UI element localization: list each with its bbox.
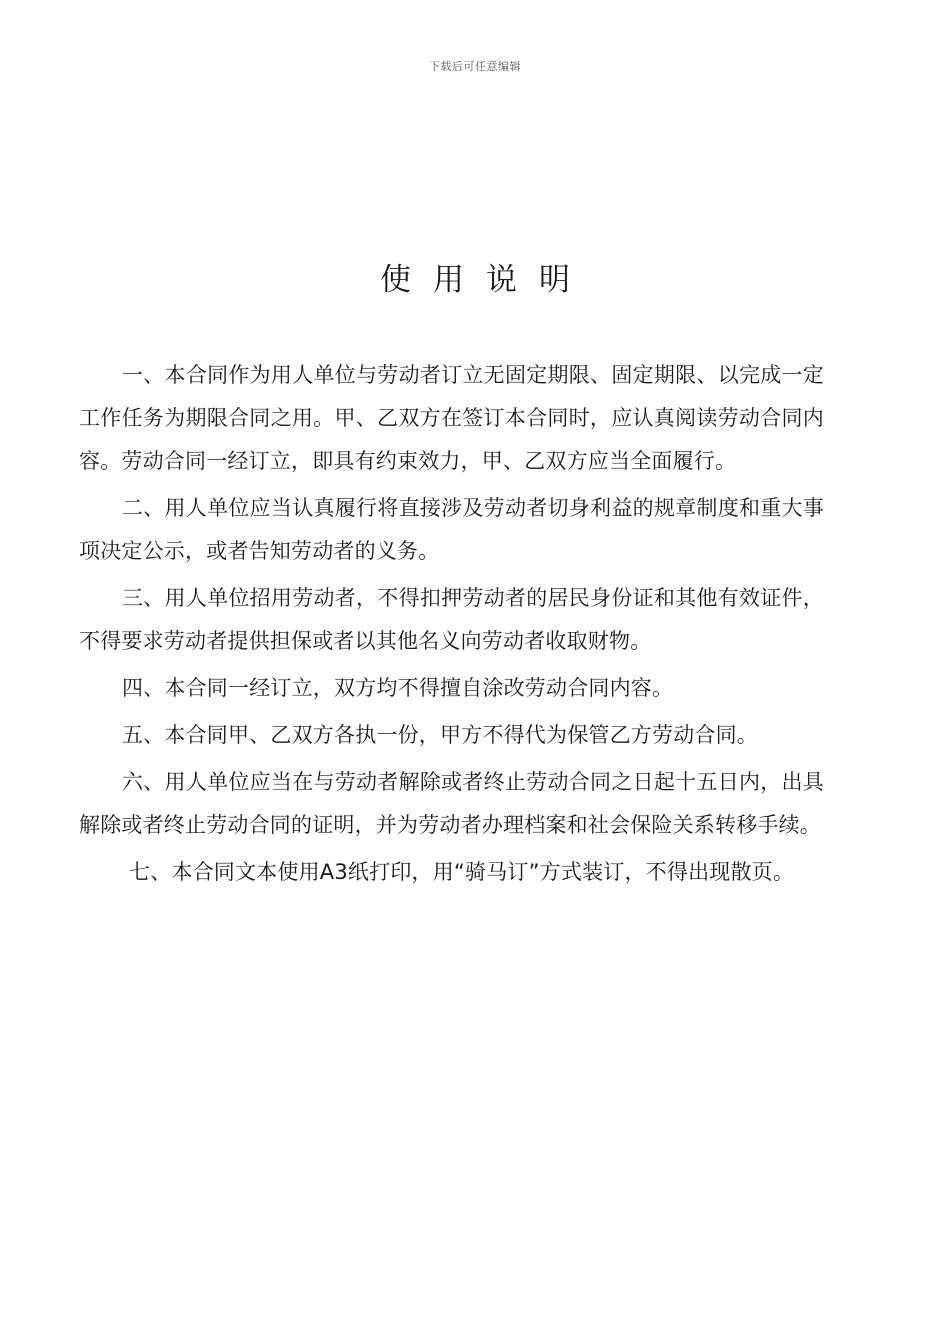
- paragraph-1: 一、本合同作为用人单位与劳动者订立无固定期限、固定期限、以完成一定工作任务为期限合同之用。甲、乙双方在签订本合同时，应认真阅读劳动合同内容。劳动合同一经订立，即具有约束效力，甲、乙双方应当全面履行。: [79, 363, 824, 473]
- document-body: [79, 354, 824, 898]
- paragraph-4: 四、本合同一经订立，双方均不得擅自涂改劳动合同内容。: [122, 676, 674, 700]
- paragraph-5: 五、本合同甲、乙双方各执一份，甲方不得代为保管乙方劳动合同。: [122, 723, 758, 747]
- paragraph-3: 三、用人单位招用劳动者，不得扣押劳动者的居民身份证和其他有效证件，不得要求劳动者提供担保或者以其他名义向劳动者收取财物。: [79, 586, 824, 653]
- paragraph-6: 六、用人单位应当在与劳动者解除或者终止劳动合同之日起十五日内，出具解除或者终止劳动合同的证明，并为劳动者办理档案和社会保险关系转移手续。: [79, 770, 824, 837]
- header-note: 下载后可任意编辑: [429, 60, 521, 73]
- paragraph-2: 二、用人单位应当认真履行将直接涉及劳动者切身利益的规章制度和重大事项决定公示，或者告知劳动者的义务。: [79, 496, 824, 563]
- paragraph-7: 七、本合同文本使用A3纸打印，用“骑马订”方式装订，不得出现散页。: [129, 860, 795, 884]
- page-title: 使用说明: [380, 262, 592, 298]
